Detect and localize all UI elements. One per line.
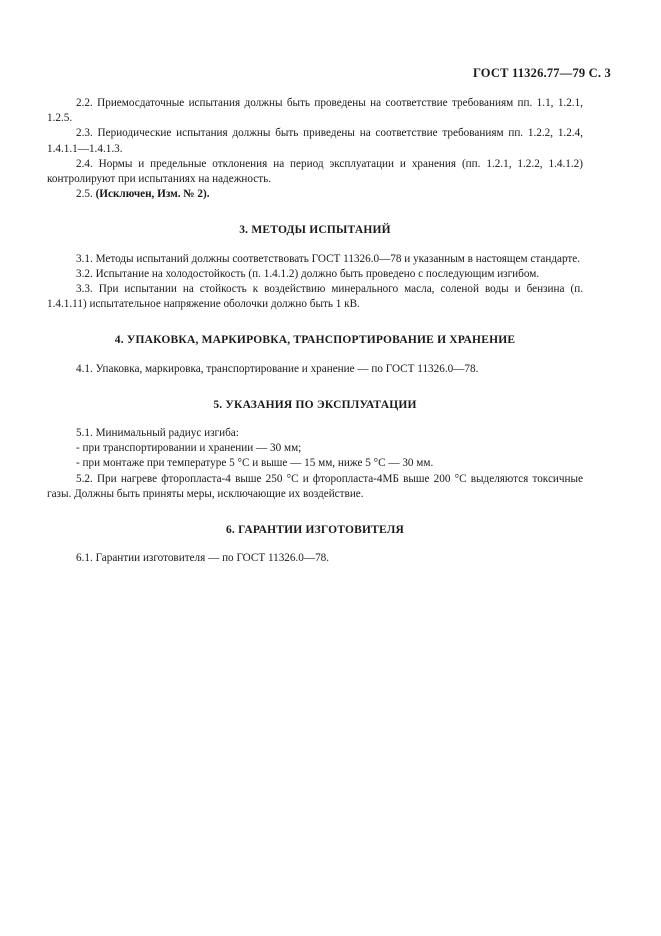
clause-6-1: 6.1. Гарантии изготовителя — по ГОСТ 11326.0—78.	[76, 552, 330, 565]
clause-5-1: 5.1. Минимальный радиус изгиба:	[76, 427, 239, 440]
section-6-title: 6. ГАРАНТИИ ИЗГОТОВИТЕЛЯ	[225, 524, 405, 537]
clause-2-5-number: 2.5.	[76, 188, 93, 201]
clause-3-1: 3.1. Методы испытаний должны соответствовать ГОСТ 11326.0—78 и указанным в настоящем стандарте.	[76, 252, 581, 265]
clause-2-5	[47, 187, 583, 202]
clause-4-1: 4.1. Упаковка, маркировка, транспортирование и хранение — по ГОСТ 11326.0—78.	[76, 362, 479, 375]
section-3-title: 3. МЕТОДЫ ИСПЫТАНИЙ	[239, 224, 391, 237]
list-item: - при монтаже при температуре 5 °С и выше — 15 мм, ниже 5 °С — 30 мм.	[76, 457, 434, 470]
clause-3-3: 3.3. При испытании на стойкость к воздействию минерального масла, соленой воды и бензина (п. 1.4.1.11) испытательное напряжение оболочки должно быть 1 кВ.	[47, 283, 583, 311]
section-4-title: 4. УПАКОВКА, МАРКИРОВКА, ТРАНСПОРТИРОВАНИЕ И ХРАНЕНИЕ	[114, 334, 516, 347]
clause-2-4: 2.4. Нормы и предельные отклонения на период эксплуатации и хранения (пп. 1.2.1, 1.2.2, 1.4.1.2) контролируют при испытаниях на надежность.	[47, 157, 583, 186]
clause-2-2: 2.2. Приемосдаточные испытания должны быть проведены на соответствие требованиям пп. 1.1, 1.2.1, 1.2.5.	[47, 97, 583, 125]
clause-3-2: 3.2. Испытание на холодостойкость (п. 1.4.1.2) должно быть проведено с последующим изгибом.	[76, 267, 540, 280]
page-content	[47, 96, 583, 566]
clause-2-5-text: (Исключен, Изм. № 2).	[95, 188, 210, 201]
clause-2-3: 2.3. Периодические испытания должны быть приведены на соответствие требованиям пп. 1.2.2, 1.2.4, 1.4.1.1—1.4.1.3.	[47, 127, 583, 155]
list-item: - при транспортировании и хранении — 30 мм;	[76, 442, 302, 455]
clause-5-2: 5.2. При нагреве фторопласта-4 выше 250 °С и фторопласта-4МБ выше 200 °С выделяются токсичные газы. Должны быть приняты меры, исключающие их воздействие.	[47, 472, 583, 500]
page-header: ГОСТ 11326.77—79 С. 3	[472, 66, 611, 80]
section-5-title: 5. УКАЗАНИЯ ПО ЭКСПЛУАТАЦИИ	[213, 398, 417, 411]
